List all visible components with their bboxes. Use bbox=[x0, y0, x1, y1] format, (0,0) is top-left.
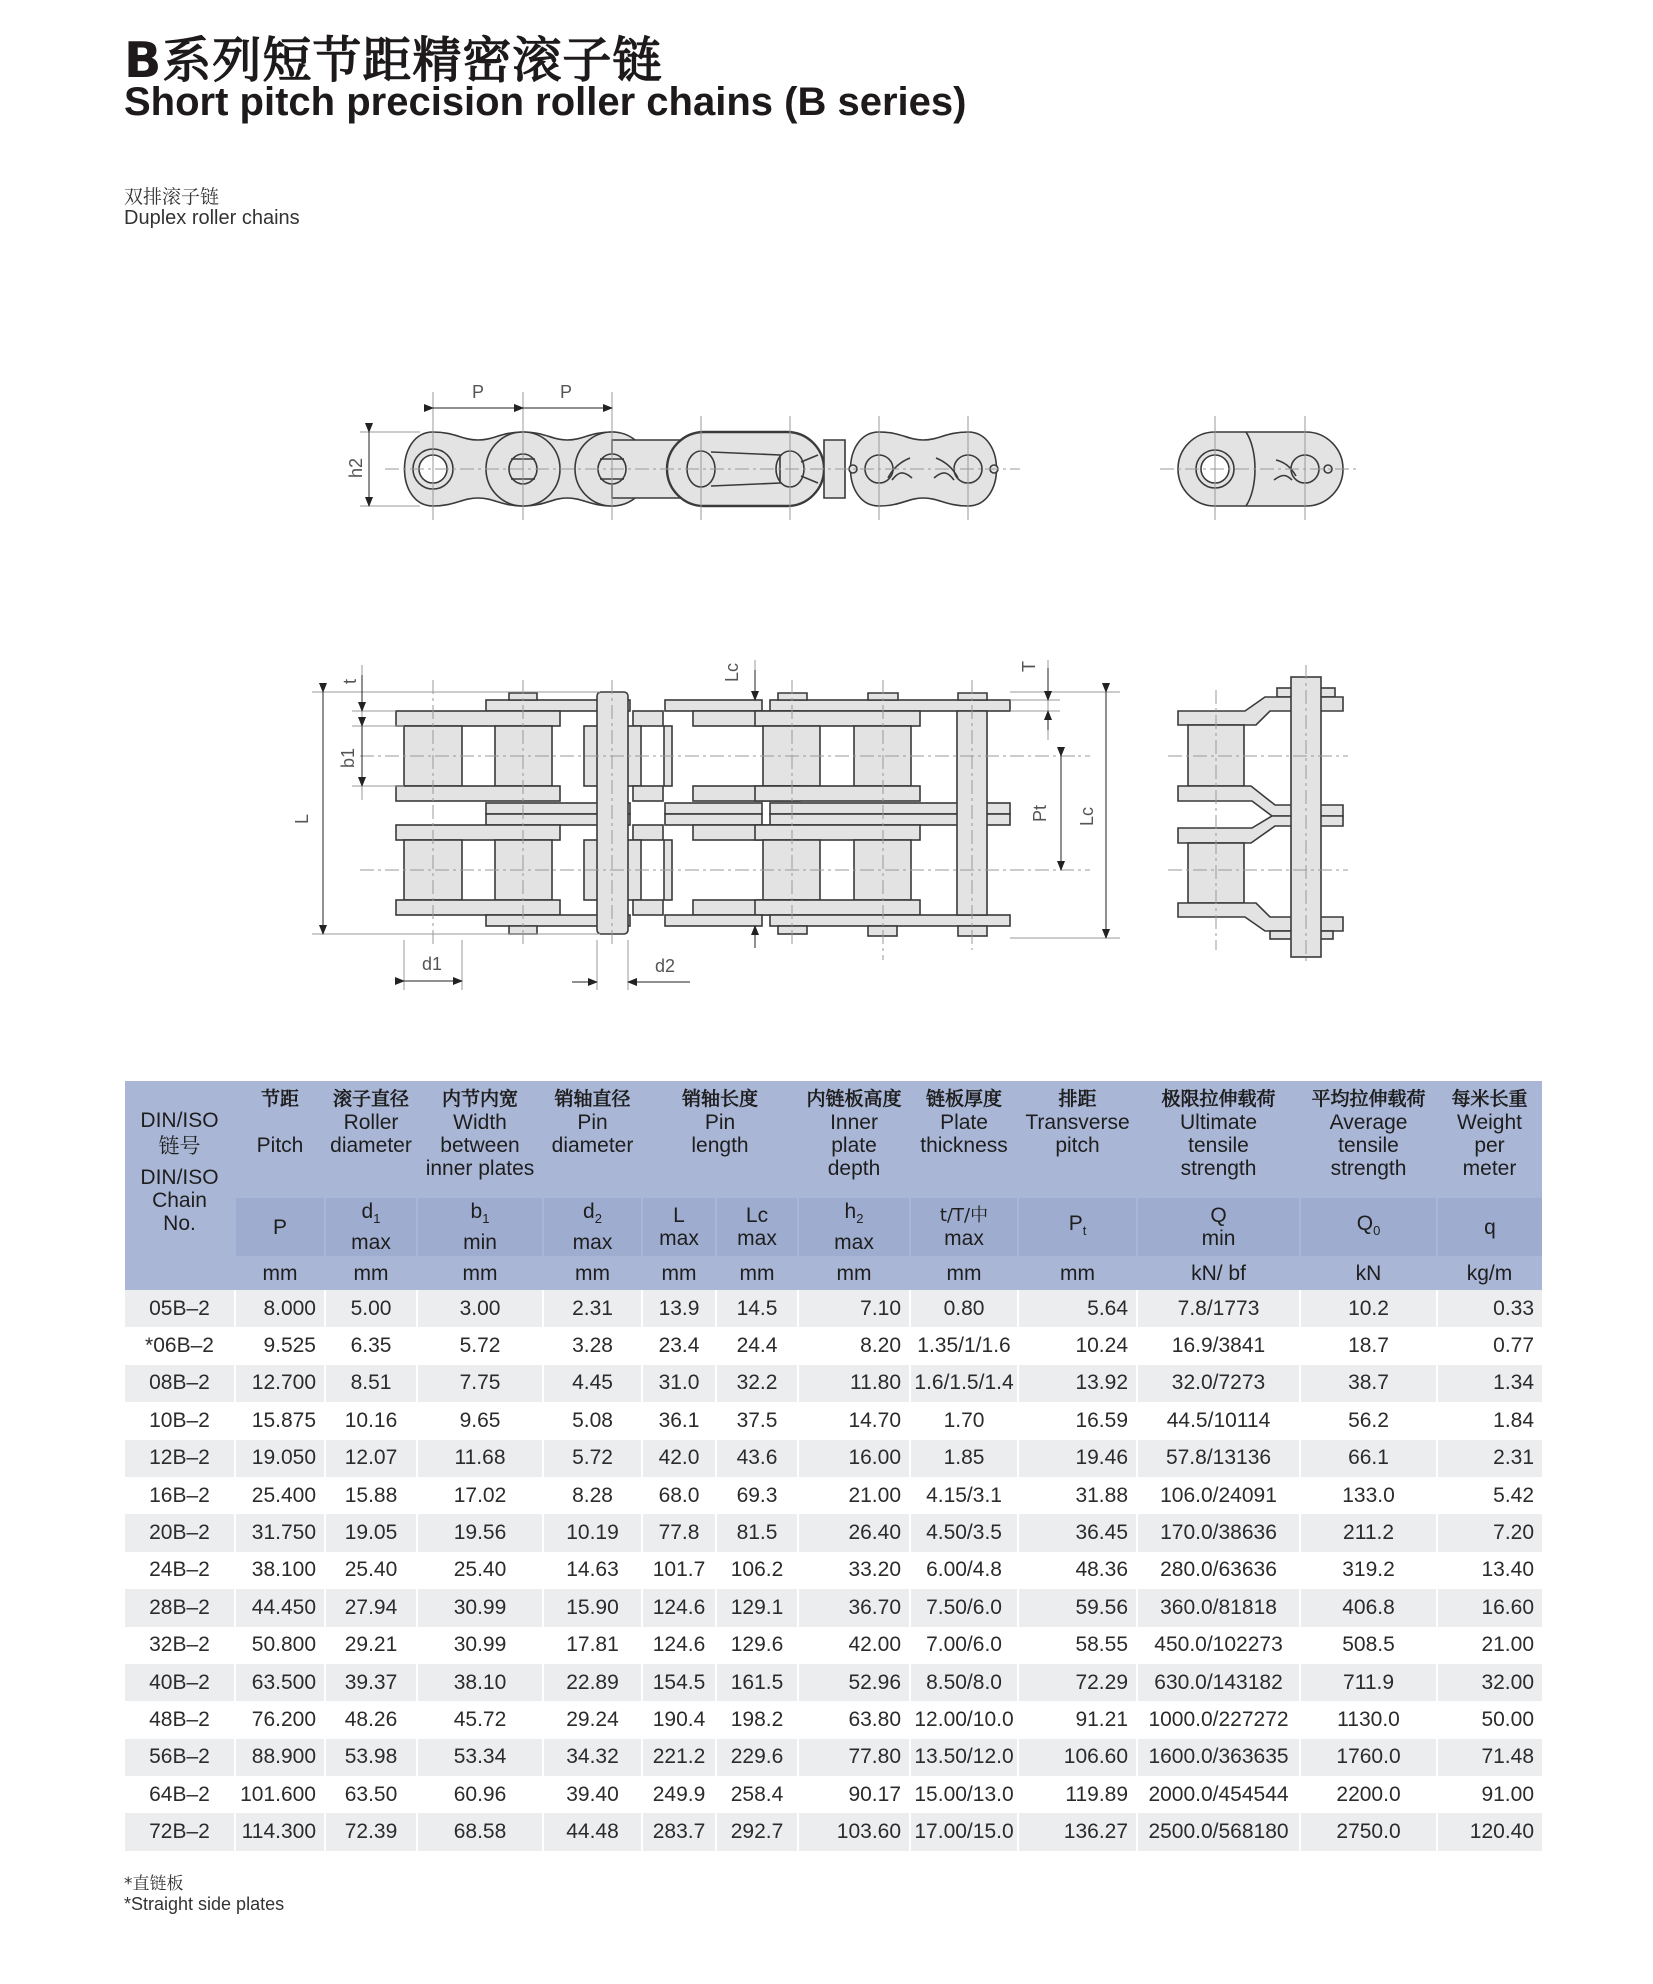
table-cell: 114.300 bbox=[235, 1813, 325, 1850]
table-cell: 38.100 bbox=[235, 1552, 325, 1589]
symbol-Lc: Lc max bbox=[716, 1198, 798, 1256]
table-cell: 19.46 bbox=[1018, 1440, 1137, 1477]
table-cell: 52.96 bbox=[798, 1664, 910, 1701]
unit-cell: mm bbox=[325, 1256, 417, 1290]
table-cell: 1600.0/363635 bbox=[1137, 1739, 1300, 1776]
table-cell: 7.10 bbox=[798, 1290, 910, 1327]
table-cell: 8.28 bbox=[543, 1477, 642, 1514]
table-cell: 90.17 bbox=[798, 1776, 910, 1813]
table-cell: 32.2 bbox=[716, 1365, 798, 1402]
chain-end-section bbox=[1178, 677, 1343, 957]
symbol-h2: $h_2$ max bbox=[798, 1198, 910, 1256]
table-cell: 249.9 bbox=[642, 1776, 716, 1813]
table-cell: 68.58 bbox=[417, 1813, 543, 1850]
chain-number-cell: 16B–2 bbox=[125, 1477, 235, 1514]
table-cell: 211.2 bbox=[1300, 1514, 1437, 1551]
table-cell: 19.05 bbox=[325, 1514, 417, 1551]
table-cell: 22.89 bbox=[543, 1664, 642, 1701]
chain-number-cell: 20B–2 bbox=[125, 1514, 235, 1551]
unit-cell: kg/m bbox=[1437, 1256, 1542, 1290]
table-cell: 88.900 bbox=[235, 1739, 325, 1776]
table-cell: 2750.0 bbox=[1300, 1813, 1437, 1850]
table-cell: 8.51 bbox=[325, 1365, 417, 1402]
table-cell: 12.700 bbox=[235, 1365, 325, 1402]
table-cell: 23.4 bbox=[642, 1327, 716, 1364]
table-cell: 3.00 bbox=[417, 1290, 543, 1327]
symbol-Q0: $Q_0$ bbox=[1300, 1198, 1437, 1256]
table-cell: 103.60 bbox=[798, 1813, 910, 1850]
dim-label-T: T bbox=[1019, 661, 1039, 672]
table-cell: 101.7 bbox=[642, 1552, 716, 1589]
chain-number-cell: 72B–2 bbox=[125, 1813, 235, 1850]
table-cell: 48.26 bbox=[325, 1701, 417, 1738]
table-cell: 7.8/1773 bbox=[1137, 1290, 1300, 1327]
header-roller-diameter: 滚子直径 Roller diameter bbox=[325, 1081, 417, 1198]
table-cell: 21.00 bbox=[798, 1477, 910, 1514]
table-cell: 31.88 bbox=[1018, 1477, 1137, 1514]
table-cell: 15.875 bbox=[235, 1402, 325, 1439]
unit-cell: mm bbox=[798, 1256, 910, 1290]
table-cell: 91.21 bbox=[1018, 1701, 1137, 1738]
unit-cell: mm bbox=[417, 1256, 543, 1290]
table-cell: 31.750 bbox=[235, 1514, 325, 1551]
table-cell: 124.6 bbox=[642, 1589, 716, 1626]
table-cell: 58.55 bbox=[1018, 1627, 1137, 1664]
table-cell: 1.35/1/1.6 bbox=[910, 1327, 1018, 1364]
table-cell: 190.4 bbox=[642, 1701, 716, 1738]
table-cell: 63.500 bbox=[235, 1664, 325, 1701]
section-title-cn: 双排滚子链 bbox=[124, 186, 220, 208]
page-title-cn: B系列短节距精密滚子链 bbox=[124, 32, 663, 89]
chain-number-cell: *06B–2 bbox=[125, 1327, 235, 1364]
chain-number-cell: 05B–2 bbox=[125, 1290, 235, 1327]
table-cell: 9.65 bbox=[417, 1402, 543, 1439]
table-cell: 30.99 bbox=[417, 1589, 543, 1626]
table-cell: 77.80 bbox=[798, 1739, 910, 1776]
chain-top-view bbox=[396, 692, 1010, 936]
table-row bbox=[125, 1552, 1542, 1589]
table-cell: 15.88 bbox=[325, 1477, 417, 1514]
table-cell: 26.40 bbox=[798, 1514, 910, 1551]
table-cell: 4.50/3.5 bbox=[910, 1514, 1018, 1551]
table-cell: 13.92 bbox=[1018, 1365, 1137, 1402]
table-cell: 63.80 bbox=[798, 1701, 910, 1738]
table-cell: 53.98 bbox=[325, 1739, 417, 1776]
table-cell: 106.60 bbox=[1018, 1739, 1137, 1776]
table-cell: 44.5/10114 bbox=[1137, 1402, 1300, 1439]
table-cell: 60.96 bbox=[417, 1776, 543, 1813]
table-cell: 16.00 bbox=[798, 1440, 910, 1477]
table-cell: 32.0/7273 bbox=[1137, 1365, 1300, 1402]
table-cell: 69.3 bbox=[716, 1477, 798, 1514]
table-cell: 124.6 bbox=[642, 1627, 716, 1664]
dim-label-Lc-top: Lc bbox=[722, 662, 742, 682]
table-cell: 29.21 bbox=[325, 1627, 417, 1664]
table-cell: 2000.0/454544 bbox=[1137, 1776, 1300, 1813]
table-cell: 11.68 bbox=[417, 1440, 543, 1477]
unit-cell: kN/ bf bbox=[1137, 1256, 1300, 1290]
header-inner-plate-depth: 内链板高度 Inner plate depth bbox=[798, 1081, 910, 1198]
table-cell: 39.40 bbox=[543, 1776, 642, 1813]
chain-number-cell: 40B–2 bbox=[125, 1664, 235, 1701]
table-cell: 39.37 bbox=[325, 1664, 417, 1701]
table-row bbox=[125, 1813, 1542, 1850]
footnote-cn: *直链板 bbox=[124, 1874, 184, 1894]
table-cell: 81.5 bbox=[716, 1514, 798, 1551]
table-cell: 16.59 bbox=[1018, 1402, 1137, 1439]
chain-number-cell: 32B–2 bbox=[125, 1627, 235, 1664]
table-cell: 25.40 bbox=[417, 1552, 543, 1589]
symbol-Q: Q min bbox=[1137, 1198, 1300, 1256]
table-row bbox=[125, 1739, 1542, 1776]
dim-label-d2: d2 bbox=[655, 956, 676, 976]
table-cell: 13.9 bbox=[642, 1290, 716, 1327]
header-transverse-pitch: 排距 Transverse pitch bbox=[1018, 1081, 1137, 1198]
table-cell: 12.07 bbox=[325, 1440, 417, 1477]
table-cell: 1.34 bbox=[1437, 1365, 1542, 1402]
table-cell: 10.2 bbox=[1300, 1290, 1437, 1327]
table-cell: 5.72 bbox=[543, 1440, 642, 1477]
unit-cell: mm bbox=[642, 1256, 716, 1290]
table-cell: 136.27 bbox=[1018, 1813, 1137, 1850]
table-cell: 280.0/63636 bbox=[1137, 1552, 1300, 1589]
table-cell: 0.80 bbox=[910, 1290, 1018, 1327]
symbol-Pt: $P_t$ bbox=[1018, 1198, 1137, 1256]
header-average-tensile: 平均拉伸载荷 Average tensile strength bbox=[1300, 1081, 1437, 1198]
chain-number-cell: 08B–2 bbox=[125, 1365, 235, 1402]
table-cell: 77.8 bbox=[642, 1514, 716, 1551]
table-cell: 42.0 bbox=[642, 1440, 716, 1477]
header-ultimate-tensile: 极限拉伸载荷 Ultimate tensile strength bbox=[1137, 1081, 1300, 1198]
table-cell: 283.7 bbox=[642, 1813, 716, 1850]
dim-label-pitch-1: P bbox=[472, 382, 485, 402]
table-cell: 8.000 bbox=[235, 1290, 325, 1327]
table-cell: 15.00/13.0 bbox=[910, 1776, 1018, 1813]
table-row bbox=[125, 1514, 1542, 1551]
table-cell: 14.70 bbox=[798, 1402, 910, 1439]
table-cell: 45.72 bbox=[417, 1701, 543, 1738]
table-cell: 71.48 bbox=[1437, 1739, 1542, 1776]
table-cell: 10.19 bbox=[543, 1514, 642, 1551]
table-cell: 34.32 bbox=[543, 1739, 642, 1776]
table-cell: 32.00 bbox=[1437, 1664, 1542, 1701]
table-cell: 8.20 bbox=[798, 1327, 910, 1364]
header-pin-length: 销轴长度 Pin length bbox=[642, 1081, 798, 1198]
table-cell: 4.45 bbox=[543, 1365, 642, 1402]
table-cell: 154.5 bbox=[642, 1664, 716, 1701]
table-cell: 120.40 bbox=[1437, 1813, 1542, 1850]
header-plate-thickness: 链板厚度 Plate thickness bbox=[910, 1081, 1018, 1198]
table-cell: 42.00 bbox=[798, 1627, 910, 1664]
table-cell: 508.5 bbox=[1300, 1627, 1437, 1664]
table-cell: 2200.0 bbox=[1300, 1776, 1437, 1813]
table-cell: 450.0/102273 bbox=[1137, 1627, 1300, 1664]
table-cell: 711.9 bbox=[1300, 1664, 1437, 1701]
dim-label-t: t bbox=[340, 678, 360, 684]
header-pin-diameter: 销轴直径 Pin diameter bbox=[543, 1081, 642, 1198]
table-cell: 2.31 bbox=[1437, 1440, 1542, 1477]
table-cell: 76.200 bbox=[235, 1701, 325, 1738]
unit-cell: mm bbox=[543, 1256, 642, 1290]
table-cell: 27.94 bbox=[325, 1589, 417, 1626]
symbol-q: q bbox=[1437, 1198, 1542, 1256]
table-cell: 221.2 bbox=[642, 1739, 716, 1776]
unit-cell: mm bbox=[910, 1256, 1018, 1290]
table-cell: 360.0/81818 bbox=[1137, 1589, 1300, 1626]
table-cell: 170.0/38636 bbox=[1137, 1514, 1300, 1551]
table-row bbox=[125, 1327, 1542, 1364]
table-cell: 33.20 bbox=[798, 1552, 910, 1589]
table-cell: 43.6 bbox=[716, 1440, 798, 1477]
table-cell: 91.00 bbox=[1437, 1776, 1542, 1813]
table-cell: 198.2 bbox=[716, 1701, 798, 1738]
table-cell: 6.35 bbox=[325, 1327, 417, 1364]
table-cell: 25.40 bbox=[325, 1552, 417, 1589]
table-cell: 1.85 bbox=[910, 1440, 1018, 1477]
table-cell: 17.02 bbox=[417, 1477, 543, 1514]
table-cell: 2.31 bbox=[543, 1290, 642, 1327]
table-cell: 6.00/4.8 bbox=[910, 1552, 1018, 1589]
table-row bbox=[125, 1664, 1542, 1701]
table-cell: 129.1 bbox=[716, 1589, 798, 1626]
table-cell: 129.6 bbox=[716, 1627, 798, 1664]
table-cell: 36.1 bbox=[642, 1402, 716, 1439]
table-row bbox=[125, 1477, 1542, 1514]
table-cell: 59.56 bbox=[1018, 1589, 1137, 1626]
table-cell: 106.0/24091 bbox=[1137, 1477, 1300, 1514]
table-cell: 19.050 bbox=[235, 1440, 325, 1477]
chain-number-cell: 12B–2 bbox=[125, 1440, 235, 1477]
table-cell: 44.48 bbox=[543, 1813, 642, 1850]
table-cell: 72.29 bbox=[1018, 1664, 1137, 1701]
table-cell: 2500.0/568180 bbox=[1137, 1813, 1300, 1850]
symbol-d2: $d_2$ max bbox=[543, 1198, 642, 1256]
header-weight-per-meter: 每米长重 Weight per meter bbox=[1437, 1081, 1542, 1198]
table-cell: 7.75 bbox=[417, 1365, 543, 1402]
table-cell: 292.7 bbox=[716, 1813, 798, 1850]
table-cell: 101.600 bbox=[235, 1776, 325, 1813]
table-cell: 13.40 bbox=[1437, 1552, 1542, 1589]
table-body bbox=[125, 1290, 1542, 1851]
table-cell: 8.50/8.0 bbox=[910, 1664, 1018, 1701]
table-cell: 48.36 bbox=[1018, 1552, 1137, 1589]
table-cell: 630.0/143182 bbox=[1137, 1664, 1300, 1701]
table-cell: 3.28 bbox=[543, 1327, 642, 1364]
header-chain-no: DIN/ISO 链号 DIN/ISO Chain No. bbox=[125, 1081, 235, 1256]
header-row-units bbox=[125, 1256, 1542, 1290]
dim-label-b1: b1 bbox=[338, 747, 358, 768]
table-cell: 63.50 bbox=[325, 1776, 417, 1813]
table-row bbox=[125, 1589, 1542, 1626]
table-cell: 9.525 bbox=[235, 1327, 325, 1364]
table-cell: 16.9/3841 bbox=[1137, 1327, 1300, 1364]
table-cell: 66.1 bbox=[1300, 1440, 1437, 1477]
table-row bbox=[125, 1365, 1542, 1402]
unit-cell: kN bbox=[1300, 1256, 1437, 1290]
table-row bbox=[125, 1627, 1542, 1664]
table-cell: 319.2 bbox=[1300, 1552, 1437, 1589]
header-row-names bbox=[125, 1081, 1542, 1198]
table-cell: 7.50/6.0 bbox=[910, 1589, 1018, 1626]
table-cell: 50.800 bbox=[235, 1627, 325, 1664]
header-pitch: 节距 Pitch bbox=[235, 1081, 325, 1198]
table-cell: 72.39 bbox=[325, 1813, 417, 1850]
table-cell: 57.8/13136 bbox=[1137, 1440, 1300, 1477]
table-cell: 7.20 bbox=[1437, 1514, 1542, 1551]
table-cell: 10.16 bbox=[325, 1402, 417, 1439]
table-cell: 36.45 bbox=[1018, 1514, 1137, 1551]
table-cell: 16.60 bbox=[1437, 1589, 1542, 1626]
table-cell: 10.24 bbox=[1018, 1327, 1137, 1364]
footnote-en: *Straight side plates bbox=[124, 1894, 285, 1914]
header-inner-width: 内节内宽 Width between inner plates bbox=[417, 1081, 543, 1198]
chain-number-cell: 24B–2 bbox=[125, 1552, 235, 1589]
table-cell: 29.24 bbox=[543, 1701, 642, 1738]
table-cell: 1.84 bbox=[1437, 1402, 1542, 1439]
table-cell: 50.00 bbox=[1437, 1701, 1542, 1738]
table-cell: 0.77 bbox=[1437, 1327, 1542, 1364]
table-cell: 5.72 bbox=[417, 1327, 543, 1364]
table-cell: 30.99 bbox=[417, 1627, 543, 1664]
table-cell: 1000.0/227272 bbox=[1137, 1701, 1300, 1738]
unit-cell: mm bbox=[1018, 1256, 1137, 1290]
table-cell: 36.70 bbox=[798, 1589, 910, 1626]
unit-cell: mm bbox=[235, 1256, 325, 1290]
table-cell: 53.34 bbox=[417, 1739, 543, 1776]
table-cell: 17.00/15.0 bbox=[910, 1813, 1018, 1850]
chain-number-cell: 28B–2 bbox=[125, 1589, 235, 1626]
dim-label-h2: h2 bbox=[346, 457, 366, 478]
table-cell: 24.4 bbox=[716, 1327, 798, 1364]
table-cell: 15.90 bbox=[543, 1589, 642, 1626]
dim-label-d1: d1 bbox=[422, 954, 443, 974]
table-cell: 1.70 bbox=[910, 1402, 1018, 1439]
table-cell: 161.5 bbox=[716, 1664, 798, 1701]
table-cell: 1130.0 bbox=[1300, 1701, 1437, 1738]
dim-label-Pt: Pt bbox=[1030, 804, 1050, 822]
table-cell: 19.56 bbox=[417, 1514, 543, 1551]
table-cell: 0.33 bbox=[1437, 1290, 1542, 1327]
section-title-en: Duplex roller chains bbox=[124, 207, 300, 229]
chain-number-cell: 56B–2 bbox=[125, 1739, 235, 1776]
table-cell: 4.15/3.1 bbox=[910, 1477, 1018, 1514]
table-cell: 5.08 bbox=[543, 1402, 642, 1439]
table-cell: 119.89 bbox=[1018, 1776, 1137, 1813]
unit-cell: mm bbox=[716, 1256, 798, 1290]
table-cell: 14.63 bbox=[543, 1552, 642, 1589]
chain-number-cell: 64B–2 bbox=[125, 1776, 235, 1813]
dim-label-Lc-side: Lc bbox=[1077, 806, 1097, 826]
table-cell: 44.450 bbox=[235, 1589, 325, 1626]
table-cell: 5.42 bbox=[1437, 1477, 1542, 1514]
table-cell: 13.50/12.0 bbox=[910, 1739, 1018, 1776]
table-cell: 38.10 bbox=[417, 1664, 543, 1701]
dim-label-L: L bbox=[292, 813, 312, 824]
table-cell: 12.00/10.0 bbox=[910, 1701, 1018, 1738]
symbol-t-T: t/T/中 max bbox=[910, 1198, 1018, 1256]
spec-table bbox=[125, 1081, 1542, 1851]
symbol-b1: $b_1$ min bbox=[417, 1198, 543, 1256]
table-cell: 56.2 bbox=[1300, 1402, 1437, 1439]
table-cell: 11.80 bbox=[798, 1365, 910, 1402]
dim-label-pitch-2: P bbox=[560, 382, 573, 402]
table-cell: 18.7 bbox=[1300, 1327, 1437, 1364]
table-row bbox=[125, 1440, 1542, 1477]
chain-number-cell: 48B–2 bbox=[125, 1701, 235, 1738]
header-row-symbols bbox=[125, 1198, 1542, 1256]
table-cell: 258.4 bbox=[716, 1776, 798, 1813]
table-row bbox=[125, 1701, 1542, 1738]
table-cell: 133.0 bbox=[1300, 1477, 1437, 1514]
symbol-P: P bbox=[235, 1198, 325, 1256]
table-cell: 21.00 bbox=[1437, 1627, 1542, 1664]
table-row bbox=[125, 1290, 1542, 1327]
chain-number-cell: 10B–2 bbox=[125, 1402, 235, 1439]
table-cell: 5.00 bbox=[325, 1290, 417, 1327]
table-cell: 25.400 bbox=[235, 1477, 325, 1514]
table-row bbox=[125, 1776, 1542, 1813]
table-cell: 17.81 bbox=[543, 1627, 642, 1664]
table-cell: 5.64 bbox=[1018, 1290, 1137, 1327]
page-title-en: Short pitch precision roller chains (B series) bbox=[124, 80, 967, 124]
symbol-L: L max bbox=[642, 1198, 716, 1256]
table-cell: 1760.0 bbox=[1300, 1739, 1437, 1776]
table-cell: 7.00/6.0 bbox=[910, 1627, 1018, 1664]
table-cell: 31.0 bbox=[642, 1365, 716, 1402]
table-cell: 14.5 bbox=[716, 1290, 798, 1327]
symbol-d1: $d_1$ max bbox=[325, 1198, 417, 1256]
table-cell: 1.6/1.5/1.4 bbox=[910, 1365, 1018, 1402]
table-cell: 37.5 bbox=[716, 1402, 798, 1439]
table-cell: 229.6 bbox=[716, 1739, 798, 1776]
table-cell: 38.7 bbox=[1300, 1365, 1437, 1402]
table-cell: 106.2 bbox=[716, 1552, 798, 1589]
table-row bbox=[125, 1402, 1542, 1439]
table-cell: 68.0 bbox=[642, 1477, 716, 1514]
table-cell: 406.8 bbox=[1300, 1589, 1437, 1626]
